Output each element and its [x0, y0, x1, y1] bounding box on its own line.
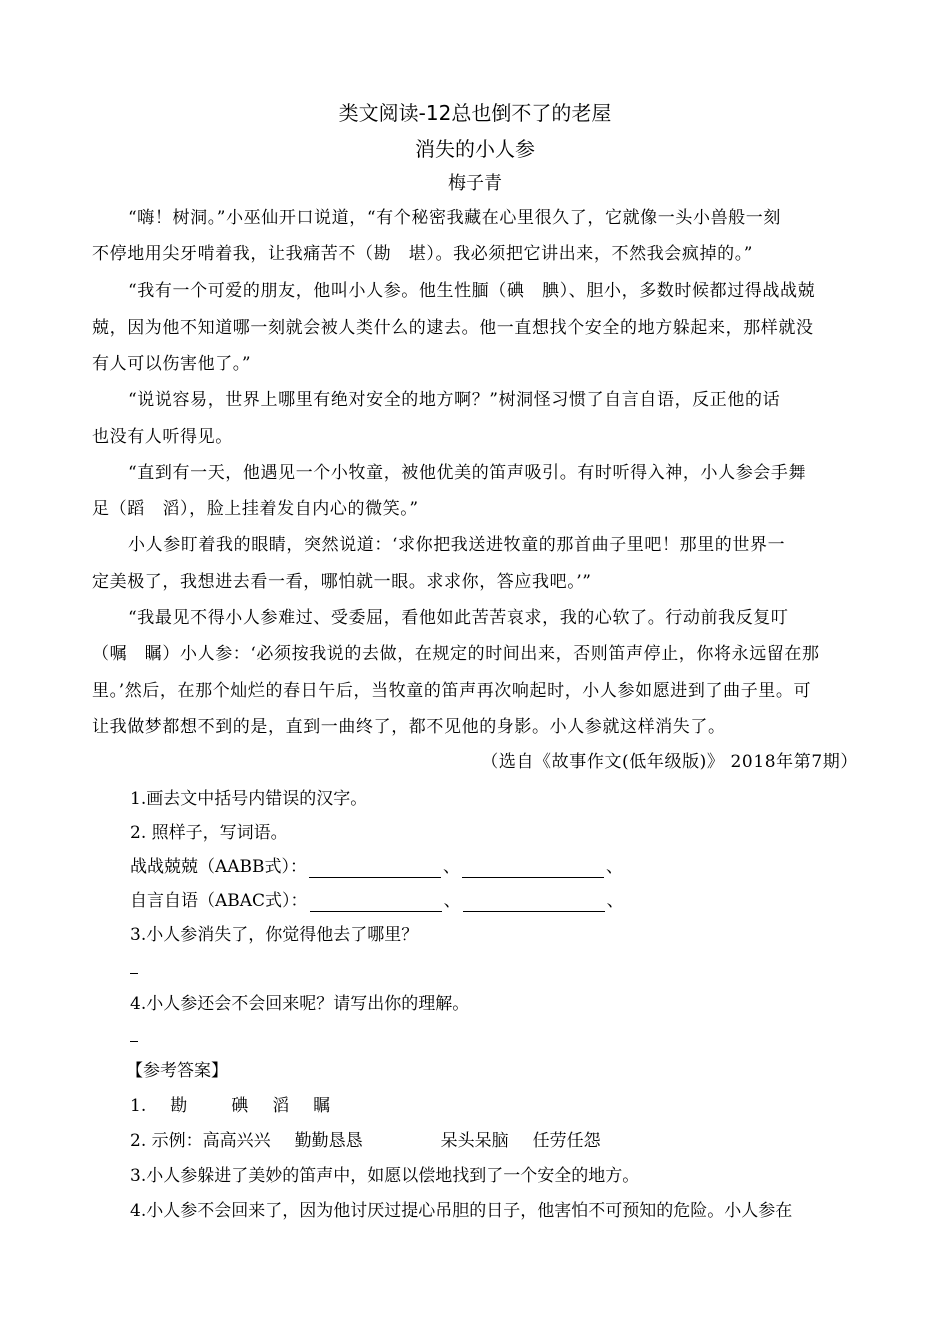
paragraph-line: 也没有人听得见。	[92, 427, 233, 447]
answer-1-item: 瞩	[313, 1096, 331, 1116]
separator: 、	[443, 857, 461, 877]
answer-1-item: 碘	[231, 1096, 249, 1116]
paragraph-line: 足（蹈 滔），脸上挂着发自内心的微笑。”	[92, 499, 419, 519]
answer-blank[interactable]	[463, 895, 605, 912]
question-1: 1.画去文中括号内错误的汉字。	[130, 789, 368, 809]
doc-title: 类文阅读-12总也倒不了的老屋	[338, 101, 612, 125]
answer-line[interactable]	[130, 973, 138, 974]
answer-blank[interactable]	[310, 895, 442, 912]
answer-1-item: 滔	[272, 1096, 290, 1116]
answer-1-item: 勘	[170, 1096, 188, 1116]
answer-2	[130, 1130, 601, 1152]
answer-2-item: 任劳任怨	[532, 1131, 601, 1151]
paragraph-line: 有人可以伤害他了。”	[92, 354, 252, 374]
answer-2-item: 高高兴兴	[202, 1131, 271, 1151]
paragraph-line: “嗨！树洞。”小巫仙开口说道，“有个秘密我藏在心里很久了，它就像一头小兽般一刻	[128, 208, 781, 228]
separator: 、	[606, 891, 624, 911]
answer-4: 4.小人参不会回来了，因为他讨厌过提心吊胆的日子，他害怕不可预知的危险。小人参在	[130, 1201, 793, 1221]
question-3: 3.小人参消失了，你觉得他去了哪里？	[130, 925, 419, 945]
paragraph-line: （嘱 瞩）小人参：‘必须按我说的去做，在规定的时间出来，否则笛声停止，你将永远留在那	[92, 644, 820, 664]
answer-line[interactable]	[130, 1041, 138, 1042]
answer-2-item: 呆头呆脑	[440, 1131, 509, 1151]
paragraph-line: “我有一个可爱的朋友，他叫小人参。他生性腼（碘 腆）、胆小，多数时候都过得战战兢	[128, 281, 816, 301]
story-title: 消失的小人参	[415, 137, 535, 161]
paragraph-line: 让我做梦都想不到的是，直到一曲终了，都不见他的身影。小人参就这样消失了。	[92, 717, 726, 737]
source-citation: （选自《故事作文(低年级版)》 2018年第7期）	[481, 752, 858, 772]
answer-1	[130, 1095, 330, 1117]
answer-blank[interactable]	[462, 861, 604, 878]
paragraph-line: “我最见不得小人参难过、受委屈，看他如此苦苦哀求，我的心软了。行动前我反复叮	[128, 608, 789, 628]
paragraph-line: 兢，因为他不知道哪一刻就会被人类什么的逮去。他一直想找个安全的地方躲起来，那样就没	[92, 318, 814, 338]
question-4: 4.小人参还会不会回来呢？请写出你的理解。	[130, 994, 470, 1014]
separator: 、	[606, 857, 624, 877]
paragraph-line: 小人参盯着我的眼睛，突然说道：‘求你把我送进牧童的那首曲子里吧！那里的世界一	[128, 535, 786, 555]
question-2a	[130, 856, 623, 878]
paragraph-line: “直到有一天，他遇见一个小牧童，被他优美的笛声吸引。有时听得入神，小人参会手舞	[128, 463, 807, 483]
answer-1-num: 1.	[130, 1096, 147, 1116]
question-2: 2. 照样子，写词语。	[130, 823, 288, 843]
question-2a-prefix: 战战兢兢（AABB式）：	[130, 857, 308, 877]
paragraph-line: 不停地用尖牙啃着我，让我痛苦不（勘 堪）。我必须把它讲出来，不然我会疯掉的。”	[92, 244, 754, 264]
paragraph-line: 定美极了，我想进去看一看，哪怕就一眼。求求你，答应我吧。’”	[92, 572, 592, 592]
author: 梅子青	[448, 173, 502, 194]
answer-blank[interactable]	[309, 861, 441, 878]
paragraph-line: “说说容易，世界上哪里有绝对安全的地方啊？”树洞怪习惯了自言自语，反正他的话	[128, 390, 781, 410]
answer-2-item: 勤勤恳恳	[294, 1131, 363, 1151]
answer-2-prefix: 2. 示例：	[130, 1131, 203, 1151]
question-2b	[130, 890, 624, 912]
separator: 、	[443, 891, 461, 911]
answer-header: 【参考答案】	[126, 1061, 228, 1081]
paragraph-line: 里。’然后，在那个灿烂的春日午后，当牧童的笛声再次响起时，小人参如愿进到了曲子里。可	[92, 681, 812, 701]
question-2b-prefix: 自言自语（ABAC式）：	[130, 891, 308, 911]
answer-3: 3.小人参躲进了美妙的笛声中，如愿以偿地找到了一个安全的地方。	[130, 1166, 640, 1186]
